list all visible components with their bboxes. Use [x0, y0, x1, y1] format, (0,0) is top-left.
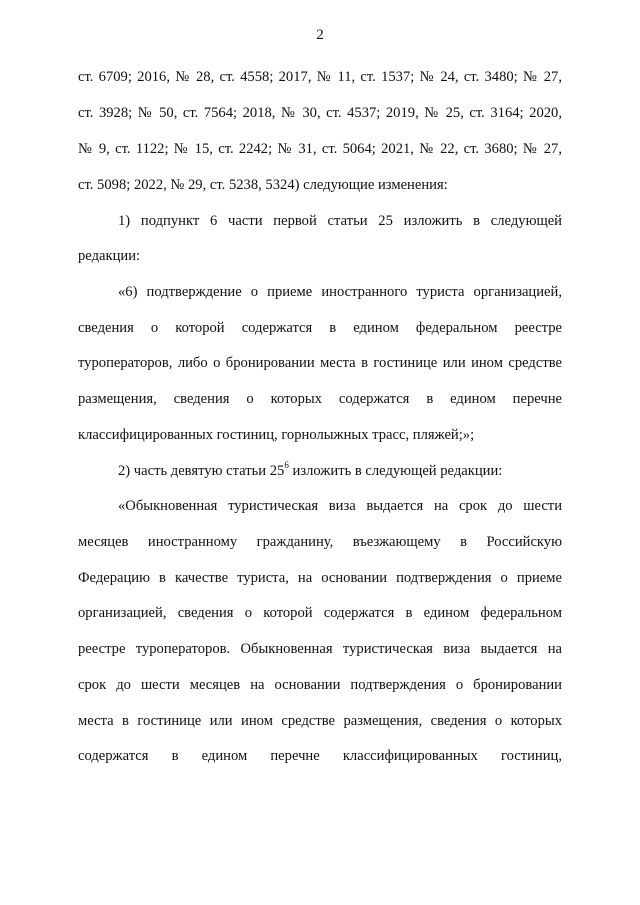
paragraph-1-line-2: редакции: — [78, 248, 141, 264]
quote-1-line-1: «6) подтверждение о приеме иностранного туриста организацией, — [118, 284, 562, 300]
text-line-1: ст. 6709; 2016, № 28, ст. 4558; 2017, № 11, ст. 1537; № 24, ст. 3480; № 27, — [78, 69, 562, 85]
quote-2-line-7: места в гостинице или ином средстве размещения, сведения о которых — [78, 713, 562, 729]
paragraph-2-text-before-sup: 2) часть девятую статьи 25 — [118, 463, 285, 479]
quote-2-line-8: содержатся в едином перечне классифицированных гостиниц, — [78, 748, 562, 764]
superscript-six: 6 — [284, 460, 289, 471]
quote-1-line-4: размещения, сведения о которых содержатся в едином перечне — [78, 391, 562, 407]
text-line-3: № 9, ст. 1122; № 15, ст. 2242; № 31, ст. 5064; 2021, № 22, ст. 3680; № 27, — [78, 141, 562, 157]
quote-1-line-3: туроператоров, либо о бронировании места в гостинице или ином средстве — [78, 355, 562, 371]
text-line-4: ст. 5098; 2022, № 29, ст. 5238, 5324) следующие изменения: — [78, 177, 448, 193]
quote-1-line-2: сведения о которой содержатся в едином федеральном реестре — [78, 320, 562, 336]
quote-2-line-3: Федерацию в качестве туриста, на основании подтверждения о приеме — [78, 570, 562, 586]
quote-2-line-1: «Обыкновенная туристическая виза выдается на срок до шести — [118, 498, 562, 514]
paragraph-2-text-after-sup: изложить в следующей редакции: — [288, 463, 503, 479]
quote-1-line-5: классифицированных гостиниц, горнолыжных трасс, пляжей;»; — [78, 427, 475, 443]
paragraph-2-line-1 — [118, 461, 562, 481]
page-number: 2 — [316, 27, 324, 43]
quote-2-line-2: месяцев иностранному гражданину, въезжающему в Российскую — [78, 534, 562, 550]
text-line-2: ст. 3928; № 50, ст. 7564; 2018, № 30, ст. 4537; 2019, № 25, ст. 3164; 2020, — [78, 105, 562, 121]
quote-2-line-5: реестре туроператоров. Обыкновенная туристическая виза выдается на — [78, 641, 562, 657]
quote-2-line-4: организацией, сведения о которой содержатся в едином федеральном — [78, 605, 562, 621]
quote-2-line-6: срок до шести месяцев на основании подтверждения о бронировании — [78, 677, 562, 693]
paragraph-1-line-1: 1) подпункт 6 части первой статьи 25 изложить в следующей — [118, 213, 562, 229]
